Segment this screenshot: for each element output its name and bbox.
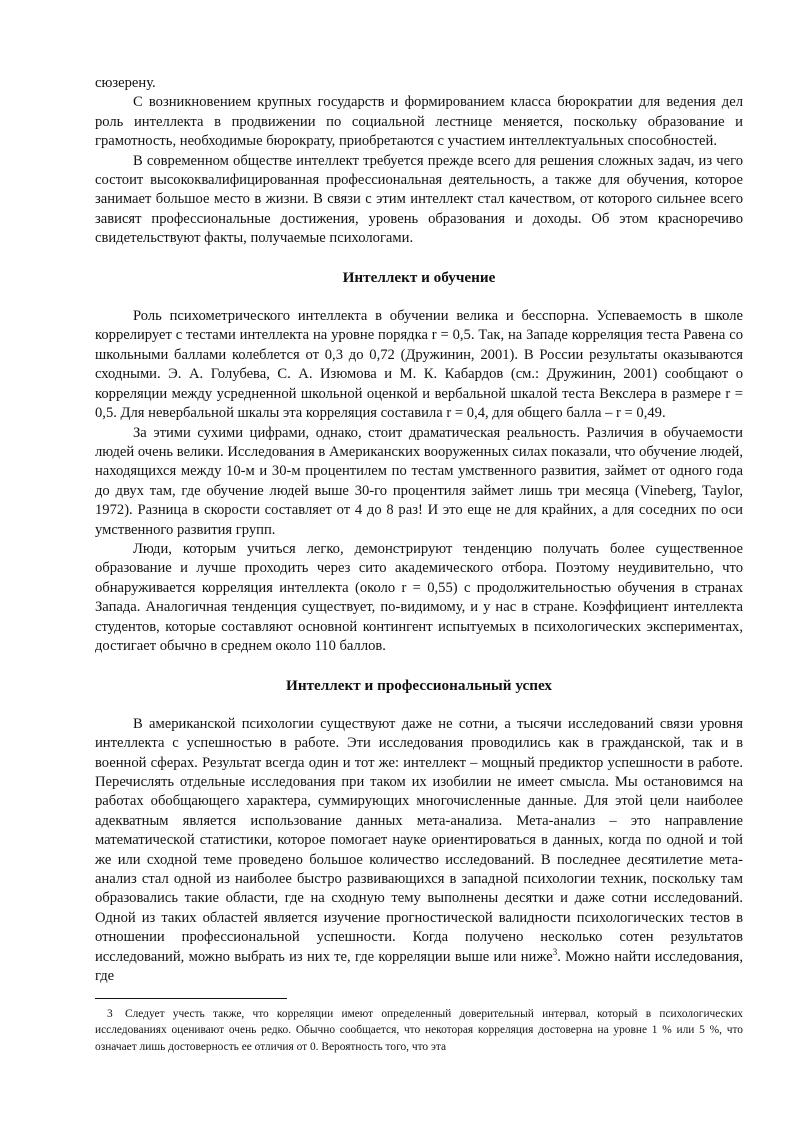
paragraph xyxy=(95,715,743,987)
paragraph: За этими сухими цифрами, однако, стоит драматическая реальность. Различия в обучаемости людей очень велики. Исследования в Американских вооруженных силах показали, что обучение людей, находящихся между 10-м и 30-м процентилем по тестам умственного развития, займет от одного года до двух там, где обучение людей выше 30-го процентиля займет лишь три месяца (Vineberg, Taylor, 1972). Разница в скорости составляет от 4 до 8 раз! И это еще не для крайних, а для соседних по оси умственного развития групп. xyxy=(95,424,743,538)
paragraph: Люди, которым учиться легко, демонстрируют тенденцию получать более существенное образование и лучше проходить через сито академического отбора. Поэтому неудивительно, что обнаруживается корреляция интеллекта (около r = 0,55) с продолжительностью обучения в странах Запада. Аналогичная тенденция существует, по-видимому, и у нас в стране. Коэффициент интеллекта студентов, которые составляют основной контингент испытуемых в психологических экспериментах, достигает обычно в среднем около 110 баллов. xyxy=(95,540,743,654)
paragraph-text-tail: . Можно найти исследования, где xyxy=(95,948,743,985)
paragraph-continuation: сюзерену. xyxy=(95,75,156,91)
section-heading-learning: Интеллект и обучение xyxy=(342,268,496,286)
footnote-separator xyxy=(95,998,287,999)
footnote-text: Следует учесть также, что корреляции имеют определенный доверительный интервал, который в психологических исследованиях оценивают очень редко. Обычно сообщается, что некоторая корреляция достоверна на уровне 1 % или 5 %, что означает лишь достоверность ее отличия от 0. Вероятность того, что эта xyxy=(95,1008,743,1053)
paragraph-text: В американской психологии существуют даже не сотни, а тысячи исследований связи уровня интеллекта с успешностью в работе. Эти исследования проводились как в гражданской, так и в военной сферах. Результат всегда один и тот же: интеллект – мощный предиктор успешности в работе. Перечислять отдельные исследования при таком их изобилии не имеет смысла. Мы остановимся на работах обобщающего характера, суммирующих многочисленные данные. Для этой цели наиболее адекватным является использование данных мета-анализа. Мета-анализ – это направление математической статистики, которое помогает науке ориентироваться в данных, когда по одной и той же или сходной теме проведено большое количество исследований. В последнее десятилетие мета-анализ стал одной из наиболее быстро развивающихся в западной психологии техник, поскольку там образовались такие области, где на сходную тему выполнены десятки и даже сотни исследований. Одной из таких областей является изучение прогностической валидности психологических тестов в отношении профессиональной успешности. Когда получено несколько сотен результатов исследований, можно выбрать из них те, где корреляции выше или ниже xyxy=(95,715,743,965)
footnote-reference[interactable]: 3 xyxy=(552,946,558,957)
paragraph: Роль психометрического интеллекта в обучении велика и бесспорна. Успеваемость в школе коррелирует с тестами интеллекта на уровне порядка r = 0,5. Так, на Западе корреляция теста Равена со школьными баллами колеблется от 0,3 до 0,72 (Дружинин, 2001). В России результаты оказываются сходными. Э. А. Голубева, С. А. Изюмова и М. К. Кабардов (см.: Дружинин, 2001) сообщают о корреляции между усредненной школьной оценкой и вербальной шкалой теста Векслера в размере r = 0,5. Для невербальной шкалы эта корреляция составила r = 0,4, для общего балла – r = 0,49. xyxy=(95,308,743,422)
body-text xyxy=(95,74,743,986)
footnote-number: 3 xyxy=(107,1008,113,1020)
paragraph: С возникновением крупных государств и формированием класса бюрократии для ведения дел роль интеллекта в продвижении по социальной лестнице меняется, поскольку образование и грамотность, необходимые бюрократу, приобретаются с участием интеллектуальных способностей. xyxy=(95,94,743,150)
footnote xyxy=(95,1006,743,1055)
section-heading-professional-success: Интеллект и профессиональный успех xyxy=(286,677,552,695)
paragraph: В современном обществе интеллект требуется прежде всего для решения сложных задач, из чего состоит высококвалифицированная профессиональная деятельность, а также для обучения, которое занимает большое место в жизни. В связи с этим интеллект стал качеством, от которого сильнее всего зависят профессиональные достижения, уровень образования и доходы. Об этом красноречиво свидетельствуют факты, получаемые психологами. xyxy=(95,152,743,247)
